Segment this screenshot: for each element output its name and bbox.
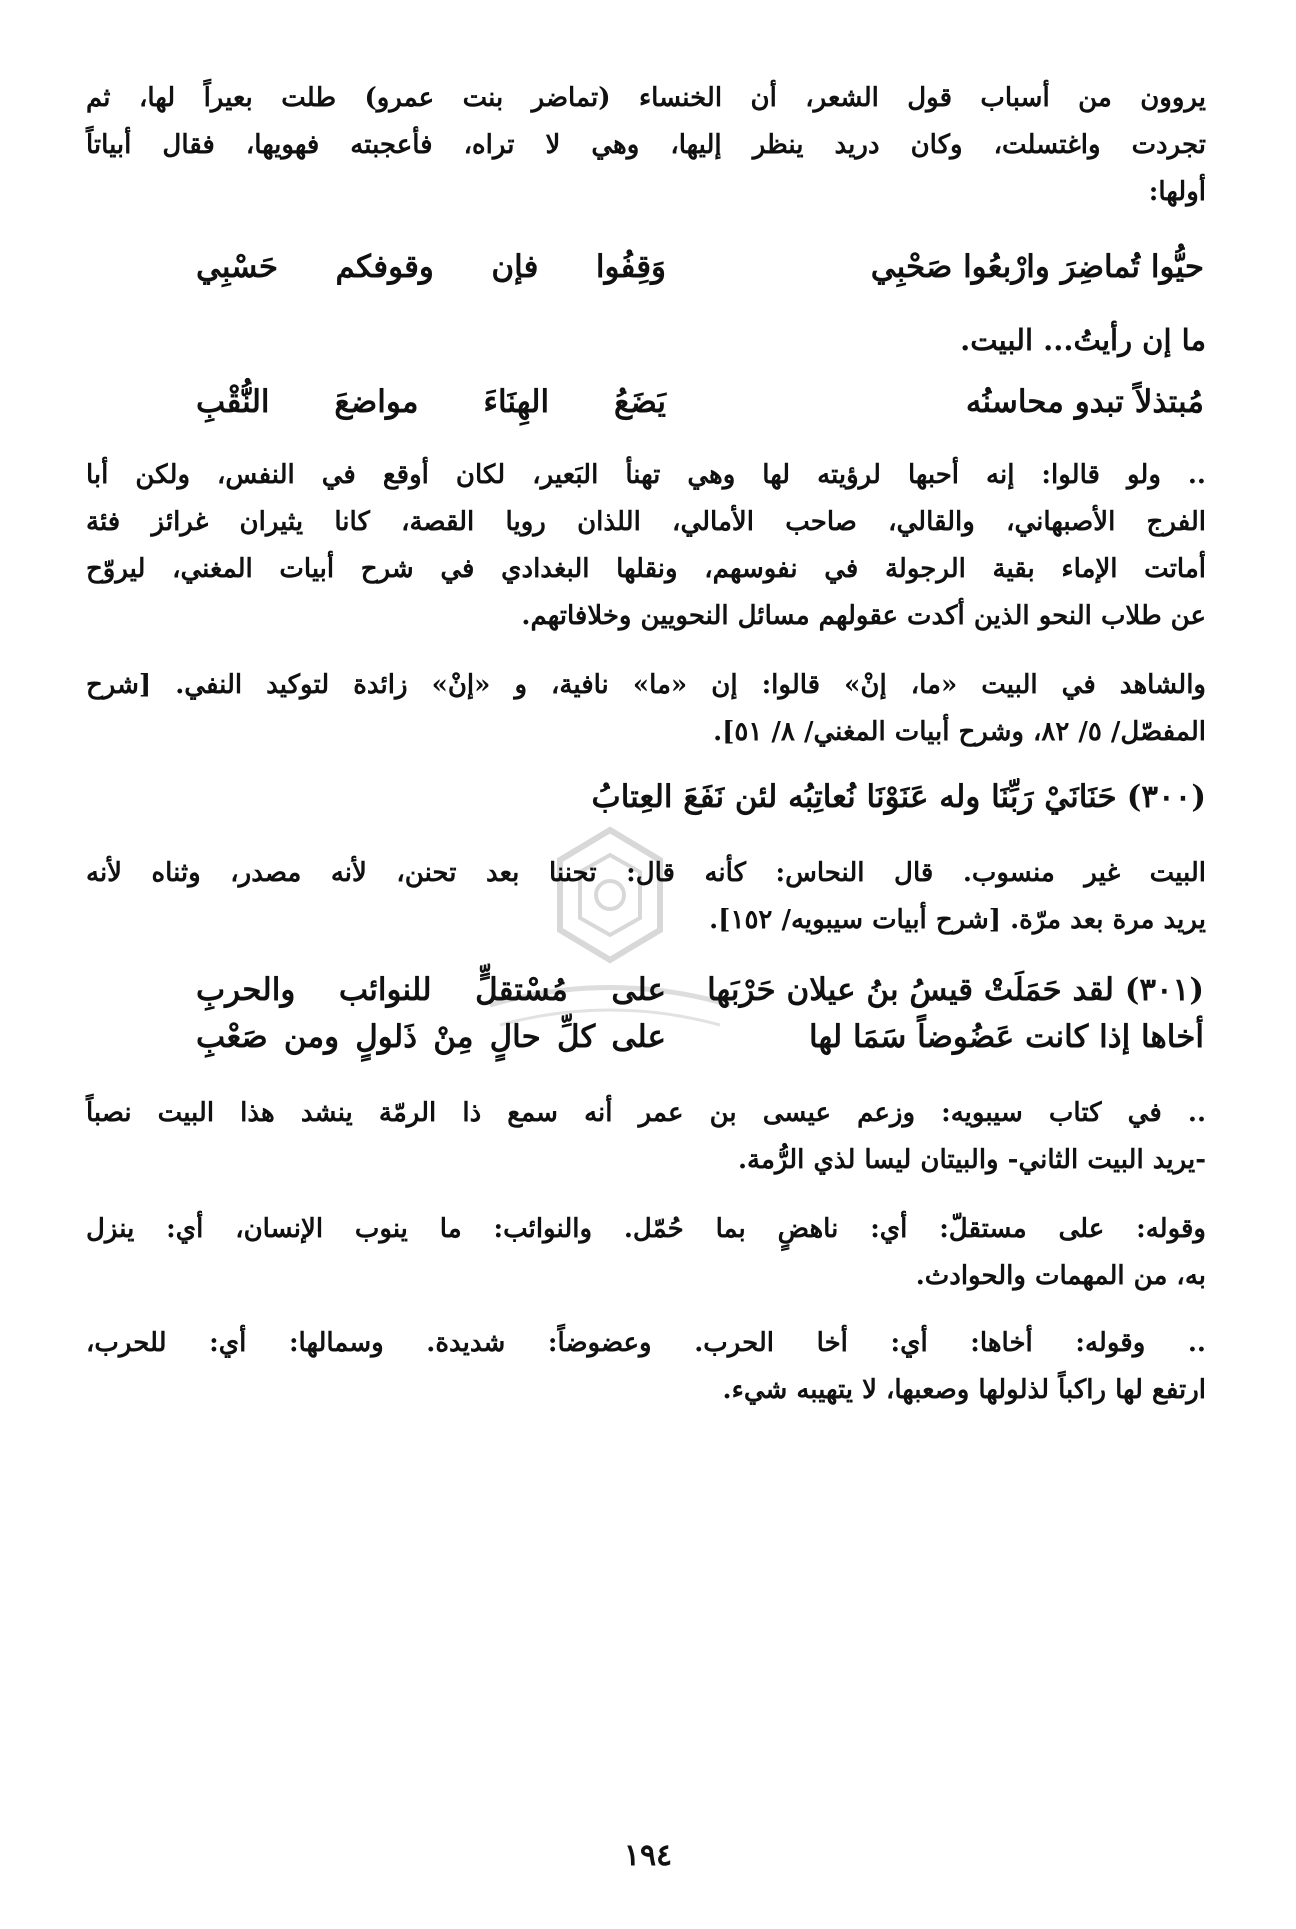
verse-301-row-2-first: أخاها إذا كانت عَضُوضاً سَمَا لها [809, 1019, 1204, 1055]
verse-300-number: (٣٠٠) [1126, 779, 1206, 815]
sibawayh-line-1: .. في كتاب سيبويه: وزعم عيسى بن عمر أنه سمع ذا الرمّة ينشد هذا البيت نصباً [86, 1098, 1206, 1128]
verse-301-row-1-first-text: لقد حَمَلَتْ قيسُ بنُ عيلان حَرْبَها [707, 972, 1114, 1008]
verse-300 [86, 775, 1206, 819]
verse-301-row-1-second: على مُسْتقلٍّ للنوائب والحربِ [196, 972, 666, 1008]
p300-line-2: يريد مرة بعد مرّة. [شرح أبيات سيبويه/ ١٥٢]. [709, 905, 1206, 935]
verse-301-row-1 [0, 968, 1296, 1012]
mustaqill-line-2: به، من المهمات والحوادث. [915, 1261, 1206, 1291]
walaw-line-2: الفرج الأصبهاني، والقالي، صاحب الأمالي، اللذان رويا القصة، كانا يثيران غرائز فئة [86, 507, 1206, 537]
shahid-line-1: والشاهد في البيت «ما، إنْ» قالوا: إن «ما» نافية، و «إنْ» زائدة لتوكيد النفي. [شرح [86, 670, 1206, 700]
walaw-line-1: .. ولو قالوا: إنه أحبها لرؤيته لها وهي تهنأ البَعير، لكان أوقع في النفس، ولكن أبا [86, 460, 1206, 490]
akhaha-line-2: ارتفع لها راكباً لذلولها وصعبها، لا يتهيبه شيء. [722, 1375, 1206, 1405]
verse-301-number: (٣٠١) [1124, 972, 1204, 1008]
intro-line-3: أولها: [1148, 177, 1206, 207]
intro-line-1: يروون من أسباب قول الشعر، أن الخنساء (تماضر بنت عمرو) طلت بعيراً لها، ثم [86, 83, 1206, 113]
mustaqill-line-1: وقوله: على مستقلّ: أي: ناهضٍ بما حُمّل. والنوائب: ما ينوب الإنسان، أي: ينزل [86, 1214, 1206, 1244]
ma-in-line: ما إن رأيتُ... البيت. [960, 323, 1206, 357]
walaw-line-4: عن طلاب النحو الذين أكدت عقولهم مسائل النحويين وخلافاتهم. [521, 601, 1206, 631]
verse-2 [0, 380, 1296, 424]
intro-line-2: تجردت واغتسلت، وكان دريد ينظر إليها، وهي لا تراه، فأعجبته فهويها، فقال أبياتاً [86, 130, 1206, 160]
shahid-line-2: المفصّل/ ٥/ ٨٢، وشرح أبيات المغني/ ٨/ ٥١]. [713, 717, 1206, 747]
verse-301-row-2-second: على كلِّ حالٍ مِنْ ذَلولٍ ومن صَعْبِ [196, 1019, 666, 1055]
verse-1-second-hemistich: وَقِفُوا فإن وقوفكم حَسْبِي [196, 249, 666, 285]
verse-301-row-2 [0, 1015, 1296, 1059]
verse-1 [0, 245, 1296, 289]
walaw-line-3: أماتت الإماء بقية الرجولة في نفوسهم، ونقلها البغدادي في شرح أبيات المغني، ليروّح [86, 554, 1206, 584]
sibawayh-line-2: -يريد البيت الثاني- والبيتان ليسا لذي الرُّمة. [737, 1145, 1206, 1175]
akhaha-line-1: .. وقوله: أخاها: أي: أخا الحرب. وعضوضاً: شديدة. وسمالها: أي: للحرب، [86, 1328, 1206, 1358]
verse-2-second-hemistich: يَضَعُ الهِنَاءَ مواضعَ النُّقْبِ [196, 384, 666, 420]
verse-301-row-1-first [707, 968, 1204, 1012]
verse-300-text: حَنَانَيْ رَبِّنَا وله عَنَوْنَا نُعاتِبُه لئن نَفَعَ العِتابُ [591, 779, 1117, 815]
page-number: ١٩٤ [623, 1838, 673, 1873]
verse-2-first-hemistich: مُبتذلاً تبدو محاسنُه [965, 384, 1204, 420]
p300-line-1: البيت غير منسوب. قال النحاس: كأنه قال: تحننا بعد تحنن، لأنه مصدر، وثناه لأنه [86, 858, 1206, 888]
verse-1-first-hemistich: حيُّوا تُماضِرَ وارْبعُوا صَحْبِي [870, 249, 1204, 285]
